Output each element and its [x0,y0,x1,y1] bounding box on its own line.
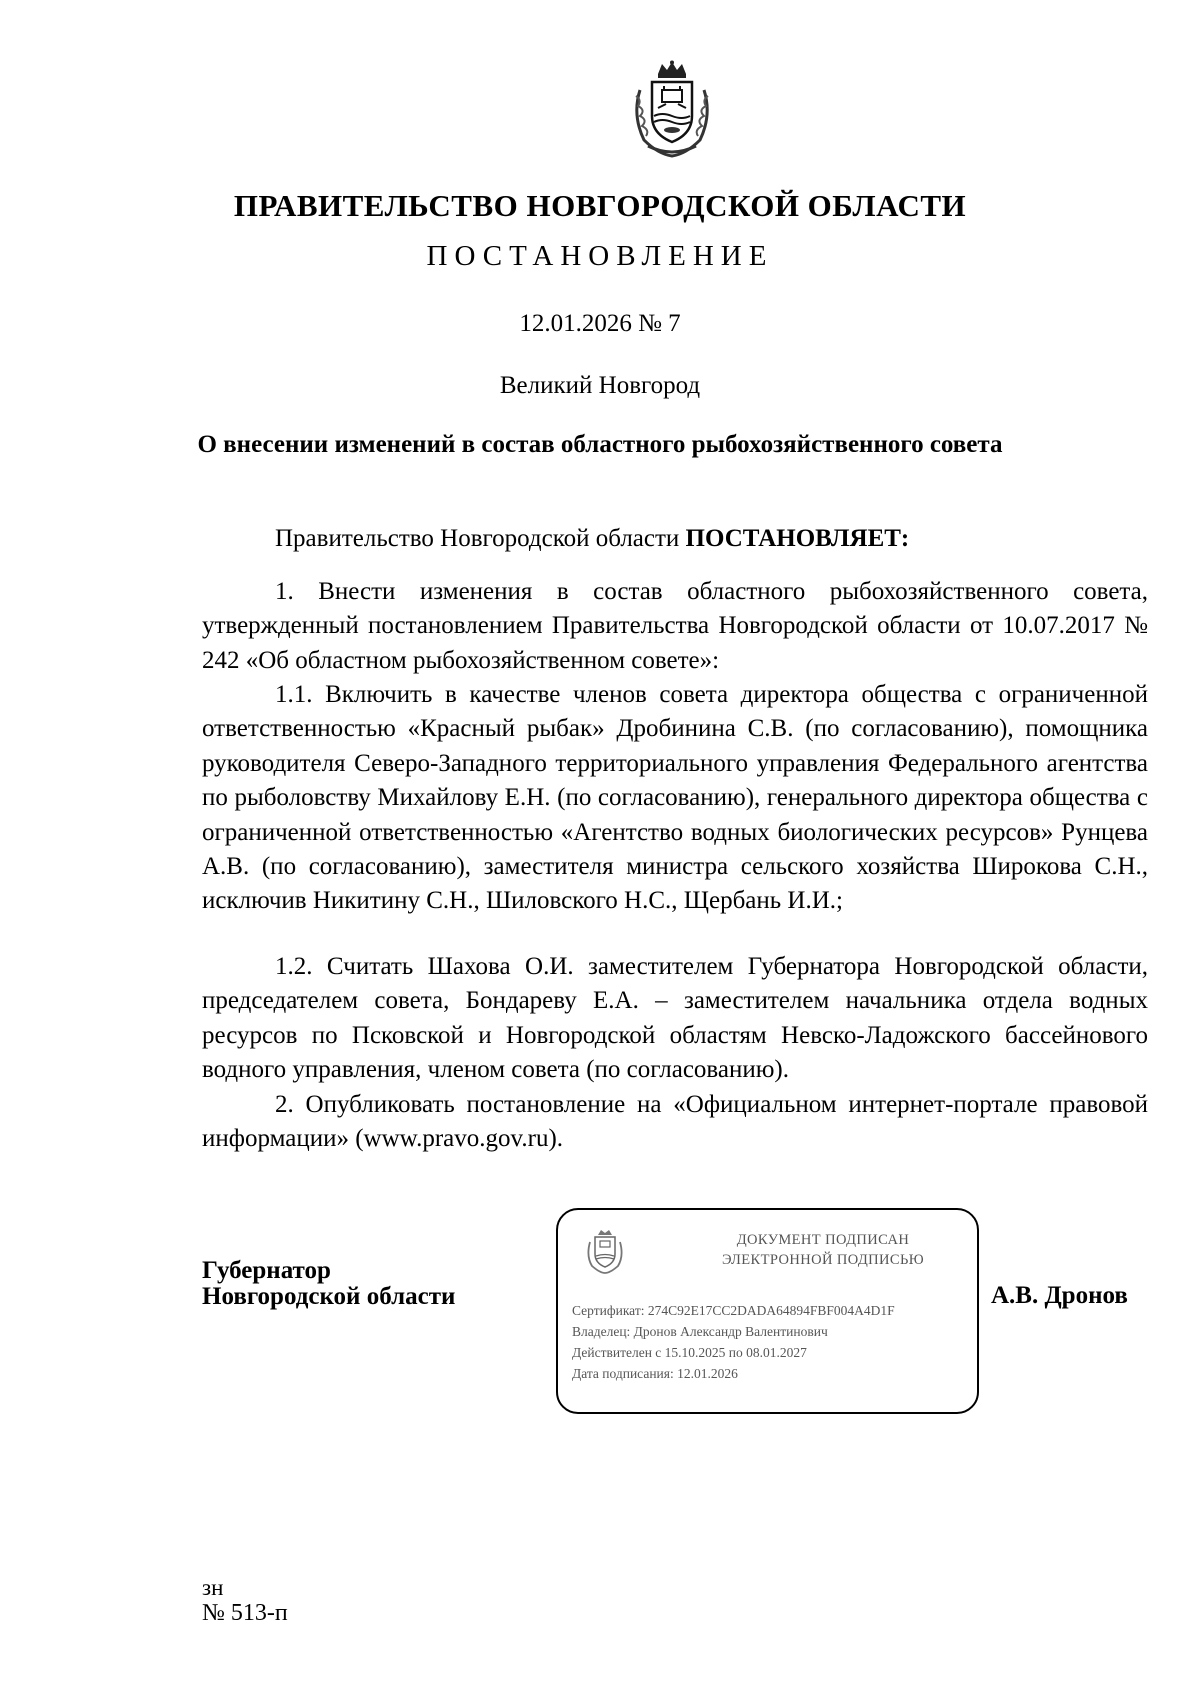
preamble [275,522,1148,556]
stamp-heading-line2: ЭЛЕКТРОННОЙ ПОДПИСЬЮ [721,1252,925,1268]
paragraph-2: 2. Опубликовать постановление на «Официальном интернет-портале правовой информации» (www.pravo.gov.ru). [202,1091,1148,1153]
signatory-title [202,1258,455,1310]
signatory-title-line2: Новгородской области [202,1283,456,1310]
validity-line: Действителен с 15.10.2025 по 08.01.2027 [572,1345,807,1360]
certificate-line: Сертификат: 274C92E17CC2DADA64894FBF004A4D1F [572,1303,895,1318]
coat-of-arms-icon [628,60,716,158]
document-type: ПОСТАНОВЛЕНИЕ [426,240,774,272]
paragraph-1-2: 1.2. Считать Шахова О.И. заместителем Губернатора Новгородской области, председателем совета, Бондареву Е.А. – заместителем начальника отдела водных ресурсов по Псковской и Новгородской областям Невско-Ладожского бассейнового водного управления, членом совета (по согласованию). [202,953,1148,1084]
signing-date-line: Дата подписания: 12.01.2026 [572,1366,738,1381]
stamp-heading-line1: ДОКУМЕНТ ПОДПИСАН [736,1232,910,1248]
internal-document-number: № 513-п [202,1600,288,1626]
paragraph-1-1: 1.1. Включить в качестве членов совета директора общества с ограниченной ответственностью «Красный рыбак» Дробинина С.В. (по согласованию), помощника руководителя Северо-Западного территориального управления Федерального агентства по рыболовству Михайлову Е.Н. (по согласованию), генерального директора общества с ограниченной ответственностью «Агентство водных биологических ресурсов» Рунцева А.В. (по согласованию), заместителя министра сельского хозяйства Широкова С.Н., исключив Никитину С.Н., Шиловского Н.С., Щербань И.И.; [202,681,1148,915]
signatory-title-line1: Губернатор [202,1257,331,1284]
stamp-details [572,1300,972,1384]
executor-initials: зн [202,1575,224,1600]
signatory-name: А.В. Дронов [991,1282,1128,1309]
document-subject: О внесении изменений в состав областного рыбохозяйственного совета [197,431,1003,458]
document-date-number: 12.01.2026 № 7 [519,310,681,337]
paragraph-1: 1. Внести изменения в состав областного рыбохозяйственного совета, утвержденный постановлением Правительства Новгородской области от 10.07.2017 № 242 «Об областном рыбохозяйственном совете»: [202,578,1148,674]
preamble-decree-word: ПОСТАНОВЛЯЕТ: [685,525,910,552]
preamble-text: Правительство Новгородской области [275,525,686,552]
document-city: Великий Новгород [499,372,701,399]
stamp-heading [678,1230,968,1270]
owner-line: Владелец: Дронов Александр Валентинович [572,1324,828,1339]
stamp-coat-of-arms-icon [584,1228,626,1274]
electronic-signature-stamp [556,1208,979,1414]
organization-title: ПРАВИТЕЛЬСТВО НОВГОРОДСКОЙ ОБЛАСТИ [233,188,967,223]
